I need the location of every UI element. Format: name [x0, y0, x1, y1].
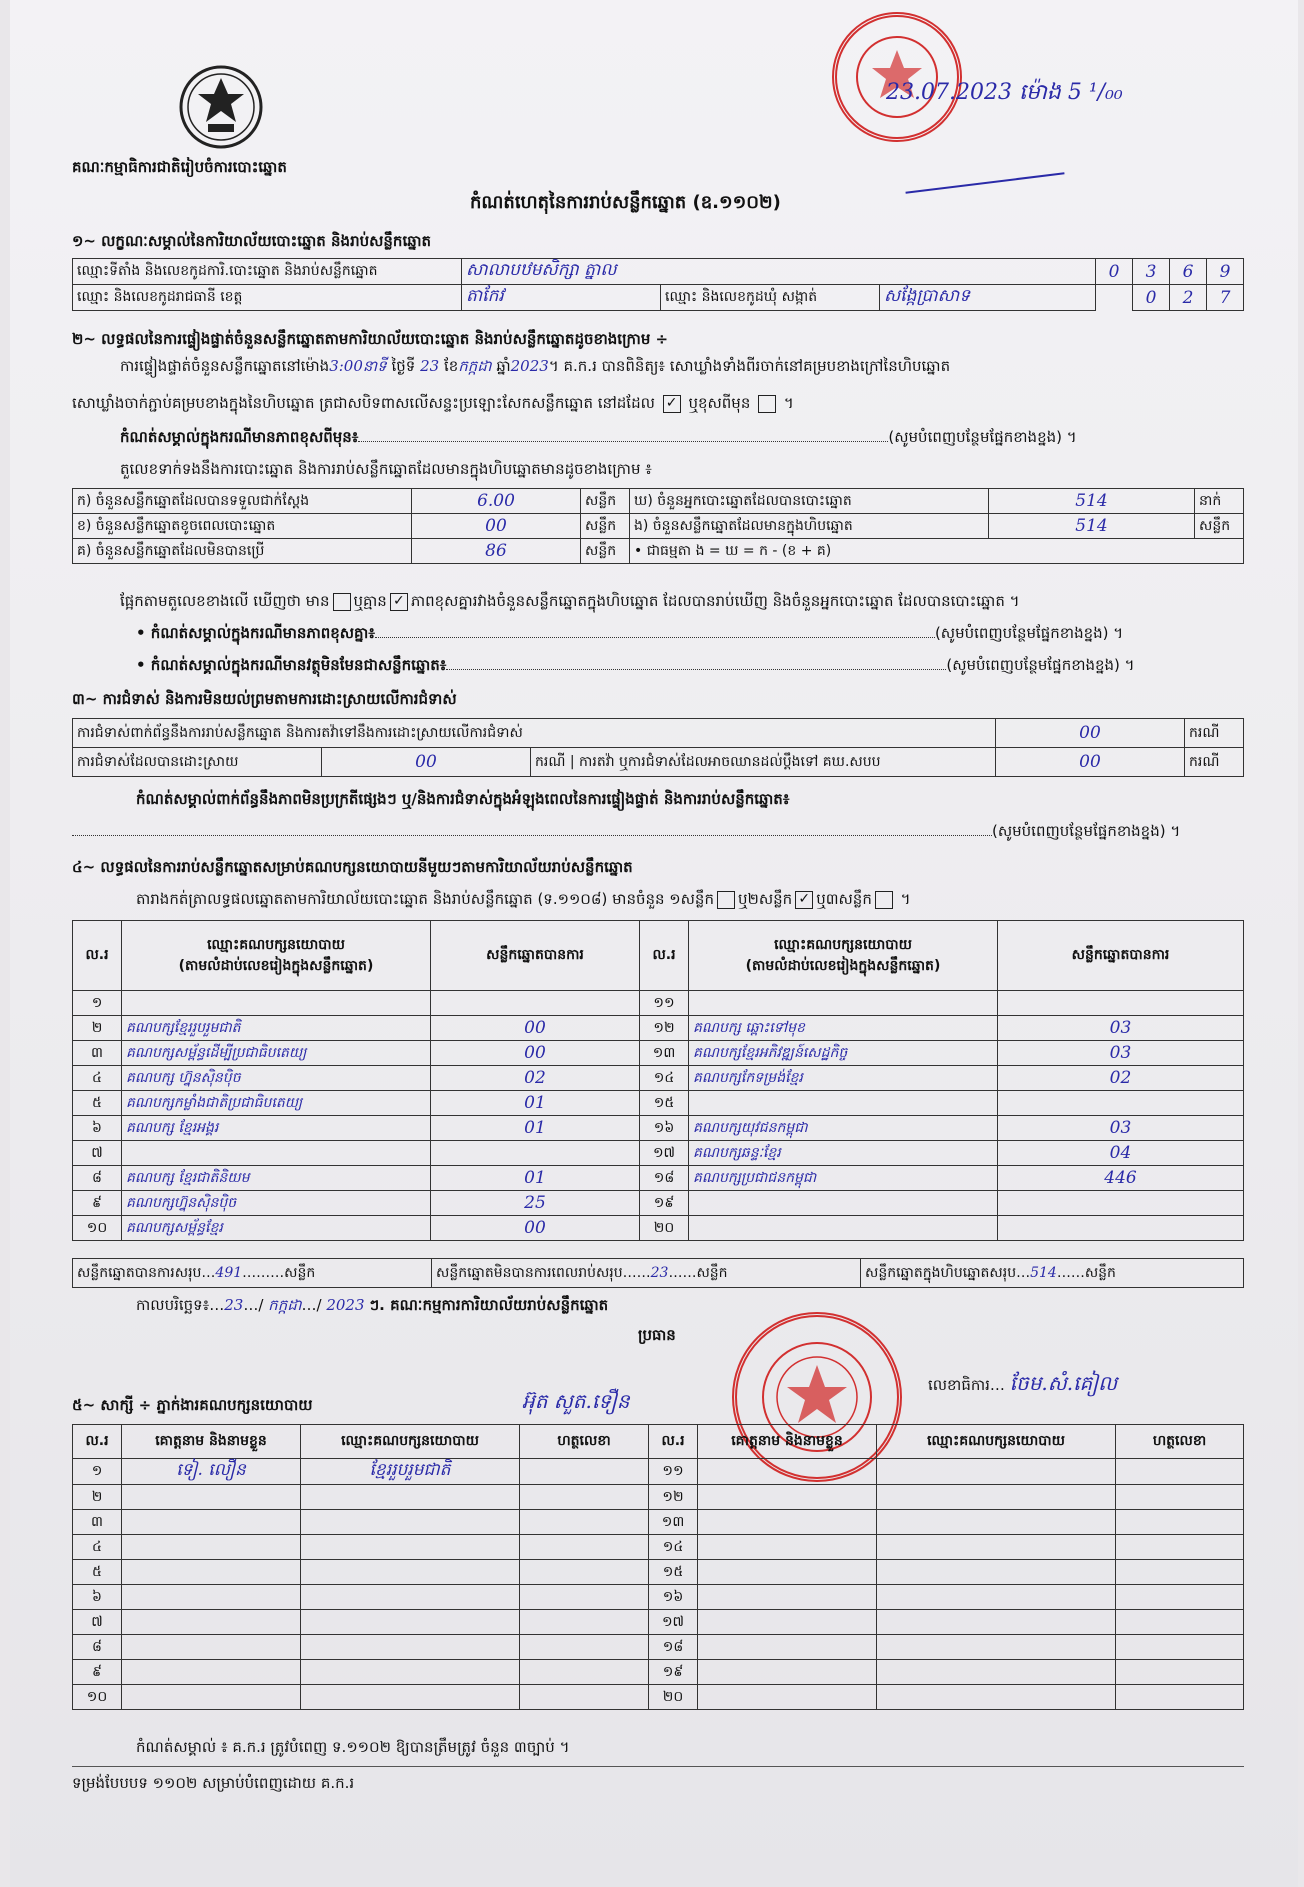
complaints-table	[72, 718, 1244, 777]
row-number: ១៣	[640, 1041, 689, 1066]
row-number: ៩	[73, 1191, 122, 1216]
witness-party	[877, 1660, 1116, 1685]
row-number: ១១	[640, 991, 689, 1016]
witness-name	[698, 1535, 877, 1560]
witness-name	[698, 1635, 877, 1660]
form-note: ទម្រង់បែបបទ ១១០២ សម្រាប់បំពេញដោយ គ.ក.រ	[72, 1774, 355, 1792]
witness-name	[122, 1485, 301, 1510]
difference-note-line: កំណត់សម្គាល់ក្នុងករណីមានភាពខុសពីមុន៖ (សូមបំពេញបន្ថែមផ្នែកខាងខ្នង) ។	[120, 428, 1077, 446]
three-sheet-checkbox[interactable]	[875, 891, 893, 909]
results-row	[73, 1216, 1244, 1241]
commune-label: ឈ្មោះ និងលេខកូដឃុំ សង្កាត់	[661, 285, 880, 311]
witness-row	[73, 1510, 1244, 1535]
witness-row	[73, 1685, 1244, 1710]
complaints-value: 00	[996, 719, 1185, 748]
has-difference-checkbox[interactable]	[333, 593, 351, 611]
witness-name	[698, 1585, 877, 1610]
party-name: គណបក្សខ្មែររួបរួមជាតិ	[122, 1016, 431, 1041]
party-votes	[998, 991, 1244, 1016]
receipt-signature	[905, 172, 1064, 193]
witness-party	[301, 1560, 520, 1585]
witness-signature	[1116, 1685, 1244, 1710]
case-unit: ករណី	[1185, 748, 1244, 777]
party-votes: 02	[431, 1066, 640, 1091]
total-in-box: សន្លឹកឆ្នោតក្នុងហិបឆ្នោតសរុប…514……សន្លឹក	[861, 1259, 1244, 1288]
party-name: គណបក្សយុវជនកម្ពុជា	[689, 1116, 998, 1141]
spoiled-value: 00	[412, 514, 581, 539]
commune-code-digit: 0	[1133, 285, 1170, 311]
voters-value: 514	[989, 489, 1195, 514]
results-row	[73, 1066, 1244, 1091]
party-name: គណបក្សហ្វ៊ុនស៊ិនប៉ិច	[122, 1191, 431, 1216]
unit-label: សន្លឹក	[581, 489, 630, 514]
witness-name	[122, 1635, 301, 1660]
difference-note-bullet: • កំណត់សម្គាល់ក្នុងករណីមានភាពខុសគ្នា៖ (សូមបំពេញបន្ថែមផ្នែកខាងខ្នង) ។	[136, 624, 1124, 642]
spoiled-label: ខ) ចំនួនសន្លឹកឆ្នោតខូចពេលបោះឆ្នោត	[73, 514, 412, 539]
witness-name	[122, 1535, 301, 1560]
col-no: ល.រ	[649, 1425, 698, 1459]
witness-name	[698, 1610, 877, 1635]
witness-party	[301, 1635, 520, 1660]
received-value: 6.00	[412, 489, 581, 514]
province-label: ឈ្មោះ និងលេខកូដរាជធានី ខេត្ត	[73, 285, 462, 311]
witness-party	[301, 1485, 520, 1510]
results-table	[72, 920, 1244, 1241]
col-votes: សន្លឹកឆ្នោតបានការ	[431, 921, 640, 991]
witness-party	[877, 1635, 1116, 1660]
witness-party	[301, 1660, 520, 1685]
witness-signature	[1116, 1585, 1244, 1610]
witness-party	[877, 1585, 1116, 1610]
footer-divider	[72, 1766, 1244, 1767]
witness-signature	[520, 1459, 649, 1485]
party-votes	[431, 991, 640, 1016]
results-row	[73, 1166, 1244, 1191]
witness-name	[698, 1560, 877, 1585]
section1-heading: ១~ លក្ខណៈសម្គាល់នៃការិយាល័យបោះឆ្នោត និងរាប់សន្លឹកឆ្នោត	[72, 232, 432, 250]
voters-label: ឃ) ចំនួនអ្នកបោះឆ្នោតដែលបានបោះឆ្នោត	[630, 489, 989, 514]
party-votes: 02	[998, 1066, 1244, 1091]
party-name: គណបក្ស ឆ្ពោះទៅមុខ	[689, 1016, 998, 1041]
nec-emblem-logo	[178, 64, 264, 150]
party-name	[689, 1216, 998, 1241]
row-number: ៩	[73, 1660, 122, 1685]
witness-signature	[520, 1535, 649, 1560]
col-no: ល.រ	[640, 921, 689, 991]
col-sign: ហត្ថលេខា	[520, 1425, 649, 1459]
party-name: គណបក្សកម្លាំងជាតិប្រជាធិបតេយ្យ	[122, 1091, 431, 1116]
row-number: ៦	[73, 1585, 122, 1610]
receipt-handwriting: 23.07.2023 ម៉ោង 5 ¹/₀₀	[886, 80, 1123, 105]
row-number: ៨	[73, 1635, 122, 1660]
col-party: ឈ្មោះគណបក្សនយោបាយ	[301, 1425, 520, 1459]
witness-party	[877, 1685, 1116, 1710]
ballots-in-box-label: ង) ចំនួនសន្លឹកឆ្នោតដែលមានក្នុងហិបឆ្នោត	[630, 514, 989, 539]
row-number: ២	[73, 1016, 122, 1041]
witness-row	[73, 1485, 1244, 1510]
irregularity-fill-line: (សូមបំពេញបន្ថែមផ្នែកខាងខ្នង) ។	[72, 822, 1180, 844]
witness-party	[877, 1510, 1116, 1535]
different-checkbox[interactable]	[758, 395, 776, 413]
party-votes: 01	[431, 1166, 640, 1191]
seal-paragraph: សោឃ្លាំងចាក់ភ្ជាប់គម្របខាងក្នុងនៃហិបឆ្នោត ត្រជាសបិទពាសលើសន្ទះប្រឡោះសែកសន្លឹកឆ្នោត នៅដដែល ✓ ឬខុសពីមុន ។	[72, 394, 794, 412]
president-signature: អ៊ុត សួត.ទឿន	[522, 1389, 630, 1413]
row-number: ២	[73, 1485, 122, 1510]
row-number: ១១	[649, 1459, 698, 1485]
unit-label: នាក់	[1195, 489, 1244, 514]
unit-label: សន្លឹក	[1195, 514, 1244, 539]
case-unit: ករណី	[1185, 719, 1244, 748]
office-value: សាលាបឋមសិក្សា ត្នាល	[462, 259, 1096, 285]
party-votes: 04	[998, 1141, 1244, 1166]
witness-name	[698, 1459, 877, 1485]
form-page	[10, 0, 1298, 1887]
row-number: ៣	[73, 1041, 122, 1066]
date-line: កាលបរិច្ឆេទ៖…23…/ កក្កដា…/ 2023 ៗ. គណៈកម្មការការិយាល័យរាប់សន្លឹកឆ្នោត	[136, 1296, 609, 1314]
party-votes: 03	[998, 1116, 1244, 1141]
witness-party	[877, 1459, 1116, 1485]
party-votes: 01	[431, 1091, 640, 1116]
party-votes: 25	[431, 1191, 640, 1216]
row-number: ១៧	[640, 1141, 689, 1166]
row-number: ១៤	[640, 1066, 689, 1091]
witness-row	[73, 1660, 1244, 1685]
party-votes: 01	[431, 1116, 640, 1141]
col-party: ឈ្មោះគណបក្សនយោបាយ	[877, 1425, 1116, 1459]
total-valid: សន្លឹកឆ្នោតបានការសរុប…491………សន្លឹក	[73, 1259, 432, 1288]
row-number: ១០	[73, 1216, 122, 1241]
party-name	[689, 1191, 998, 1216]
party-name: គណបក្ស ហ្វ៊ុនស៊ិនប៉ិច	[122, 1066, 431, 1091]
sheet-count-line: តារាងកត់ត្រាលទ្ធផលឆ្នោតតាមការិយាល័យបោះឆ្នោត និងរាប់សន្លឹកឆ្នោត (ទ.១១០៨) មានចំនួន ១សន្លឹក ឬ២សន្លឹក ✓ ឬ៣សន្លឹក ។	[136, 890, 911, 908]
results-row	[73, 1041, 1244, 1066]
office-code-digit: 9	[1207, 259, 1244, 285]
row-number: ១៧	[649, 1610, 698, 1635]
witness-party	[877, 1535, 1116, 1560]
resolved-label: ការជំទាស់ដែលបានដោះស្រាយ	[73, 748, 322, 777]
row-number: ៤	[73, 1535, 122, 1560]
totals-table	[72, 1258, 1244, 1288]
row-number: ១	[73, 991, 122, 1016]
party-votes	[998, 1216, 1244, 1241]
president-title: ប្រធាន	[638, 1326, 676, 1344]
witness-party	[877, 1560, 1116, 1585]
witness-row	[73, 1610, 1244, 1635]
difference-check-line: ផ្អែកតាមតួលេខខាងលើ ឃើញថា មាន ឬគ្មាន ✓ ភាពខុសគ្នារវាងចំនួនសន្លឹកឆ្នោតក្នុងហិបឆ្នោត ដែលបានរាប់ឃើញ និងចំនួនអ្នកបោះឆ្នោត ដែលបានបោះឆ្នោត ។	[120, 592, 1020, 610]
row-number: ៤	[73, 1066, 122, 1091]
witness-party	[301, 1610, 520, 1635]
col-sign: ហត្ថលេខា	[1116, 1425, 1244, 1459]
row-number: ៣	[73, 1510, 122, 1535]
witness-party	[301, 1685, 520, 1710]
party-name: គណបក្ស ខ្មែរជាតិនិយម	[122, 1166, 431, 1191]
witness-party	[301, 1510, 520, 1535]
party-name: គណបក្សឆន្ទៈខ្មែរ	[689, 1141, 998, 1166]
verification-paragraph: ការផ្ទៀងផ្ទាត់ចំនួនសន្លឹកឆ្នោតនៅម៉ោង3:00នាទី ថ្ងៃទី 23 ខែកក្កដា ឆ្នាំ2023។ គ.ក.រ បានពិនិត្យ៖ សោឃ្លាំងទាំងពីរចាក់នៅគម្របខាងក្រៅនៃហិបឆ្នោត	[120, 357, 951, 375]
official-stamp-top	[832, 12, 962, 142]
witness-name	[122, 1610, 301, 1635]
witness-name	[122, 1585, 301, 1610]
witness-name	[122, 1685, 301, 1710]
one-sheet-checkbox[interactable]	[717, 891, 735, 909]
appeal-label: ករណី | ការតវ៉ា ឬការជំទាស់ដែលអាចឈានដល់ប្តឹងទៅ គឃ.សបប	[531, 748, 996, 777]
results-row	[73, 1141, 1244, 1166]
witness-signature	[520, 1685, 649, 1710]
witness-signature	[520, 1635, 649, 1660]
row-number: ២០	[640, 1216, 689, 1241]
no-difference-checkbox[interactable]: ✓	[390, 593, 408, 611]
row-number: ១	[73, 1459, 122, 1485]
office-code-digit: 6	[1170, 259, 1207, 285]
party-votes	[998, 1191, 1244, 1216]
commune-value: សង្កែប្រាសាទ	[880, 285, 1096, 311]
party-name	[122, 1141, 431, 1166]
witness-name	[122, 1660, 301, 1685]
witness-signature	[520, 1510, 649, 1535]
party-name: គណបក្សកែទម្រង់ខ្មែរ	[689, 1066, 998, 1091]
results-row	[73, 1116, 1244, 1141]
witness-row	[73, 1560, 1244, 1585]
appeal-value: 00	[996, 748, 1185, 777]
party-votes: 03	[998, 1041, 1244, 1066]
party-name: គណបក្ស ខ្មែរអង្គរ	[122, 1116, 431, 1141]
witness-row	[73, 1459, 1244, 1485]
results-row	[73, 991, 1244, 1016]
witness-signature	[520, 1610, 649, 1635]
witness-party	[301, 1585, 520, 1610]
witness-signature	[1116, 1560, 1244, 1585]
row-number: ៦	[73, 1116, 122, 1141]
col-name: គោត្តនាម និងនាមខ្លួន	[122, 1425, 301, 1459]
section1-table	[72, 258, 1244, 311]
row-number: ៧	[73, 1141, 122, 1166]
org-name: គណៈកម្មាធិការជាតិរៀបចំការបោះឆ្នោត	[72, 158, 287, 176]
witness-party	[301, 1535, 520, 1560]
witness-signature	[520, 1585, 649, 1610]
section2-heading: ២~ លទ្ធផលនៃការផ្ទៀងផ្ទាត់ចំនួនសន្លឹកឆ្នោតតាមការិយាល័យបោះឆ្នោត និងរាប់សន្លឹកឆ្នោតដូចខាងក្រោម ÷	[72, 330, 669, 348]
witness-signature	[1116, 1510, 1244, 1535]
witness-signature	[520, 1660, 649, 1685]
unused-label: គ) ចំនួនសន្លឹកឆ្នោតដែលមិនបានប្រើ	[73, 539, 412, 564]
party-votes: 03	[998, 1016, 1244, 1041]
office-code-digit: 0	[1096, 259, 1133, 285]
witness-signature	[1116, 1610, 1244, 1635]
unused-value: 86	[412, 539, 581, 564]
witness-party: ខ្មែររួបរួមជាតិ	[301, 1459, 520, 1485]
row-number: ១៦	[649, 1585, 698, 1610]
witness-signature	[1116, 1535, 1244, 1560]
unit-label: សន្លឹក	[581, 539, 630, 564]
total-invalid: សន្លឹកឆ្នោតមិនបានការពេលរាប់សរុប……23……សន្លឹក	[432, 1259, 861, 1288]
same-checkbox[interactable]: ✓	[663, 395, 681, 413]
col-party: ឈ្មោះគណបក្សនយោបាយ (តាមលំដាប់លេខរៀងក្នុងសន្លឹកឆ្នោត)	[689, 921, 998, 991]
row-number: ១៩	[640, 1191, 689, 1216]
numbers-intro: តួលេខទាក់ទងនឹងការបោះឆ្នោត និងការរាប់សន្លឹកឆ្នោតដែលមានក្នុងហិបឆ្នោតមានដូចខាងក្រោម ៖	[120, 460, 652, 478]
row-number: ១០	[73, 1685, 122, 1710]
witness-row	[73, 1635, 1244, 1660]
row-number: ១៩	[649, 1660, 698, 1685]
col-name: គោត្តនាម និងនាមខ្លួន	[698, 1425, 877, 1459]
row-number: ៨	[73, 1166, 122, 1191]
row-number: ៥	[73, 1091, 122, 1116]
witness-signature	[1116, 1660, 1244, 1685]
formula-note: • ជាធម្មតា ង = ឃ = ក - (ខ + គ)	[630, 539, 1244, 564]
row-number: ១៤	[649, 1535, 698, 1560]
witness-name	[698, 1685, 877, 1710]
irregularity-note: កំណត់សម្គាល់ពាក់ព័ន្ធនឹងភាពមិនប្រក្រតីផ្សេងៗ ឬ/និងការជំទាស់ក្នុងអំឡុងពេលនៃការផ្ទៀងផ្ទាត់ និងការរាប់សន្លឹកឆ្នោត៖	[136, 790, 790, 808]
section3-heading: ៣~ ការជំទាស់ និងការមិនយល់ព្រមតាមការដោះស្រាយលើការជំទាស់	[72, 690, 457, 708]
witness-party	[877, 1485, 1116, 1510]
witness-party	[877, 1610, 1116, 1635]
party-name	[122, 991, 431, 1016]
footnote: កំណត់សម្គាល់ ៖ គ.ក.រ ត្រូវបំពេញ ទ.១១០២ ឱ្យបានត្រឹមត្រូវ ចំនួន ៣ច្បាប់ ។	[136, 1738, 570, 1756]
row-number: ៧	[73, 1610, 122, 1635]
party-votes: 00	[431, 1016, 640, 1041]
witness-signature	[520, 1560, 649, 1585]
party-name	[689, 991, 998, 1016]
row-number: ១៨	[649, 1635, 698, 1660]
form-title: កំណត់ហេតុនៃការរាប់សន្លឹកឆ្នោត (ឧ.១១០២)	[470, 192, 781, 213]
row-number: ២០	[649, 1685, 698, 1710]
results-row	[73, 1091, 1244, 1116]
commune-code-digit: 7	[1207, 285, 1244, 311]
non-ballot-note-bullet: • កំណត់សម្គាល់ក្នុងករណីមានវត្ថុមិនមែនជាសន្លឹកឆ្នោត៖ (សូមបំពេញបន្ថែមផ្នែកខាងខ្នង) ។	[136, 656, 1135, 674]
row-number: ១៥	[649, 1560, 698, 1585]
row-number: ១៥	[640, 1091, 689, 1116]
witness-signature	[520, 1485, 649, 1510]
two-sheet-checkbox[interactable]: ✓	[795, 891, 813, 909]
party-votes: 00	[431, 1216, 640, 1241]
complaints-label: ការជំទាស់ពាក់ព័ន្ធនឹងការរាប់សន្លឹកឆ្នោត និងការតវ៉ាទៅនឹងការដោះស្រាយលើការជំទាស់	[73, 719, 996, 748]
party-votes: 00	[431, 1041, 640, 1066]
resolved-value: 00	[322, 748, 531, 777]
col-no: ល.រ	[73, 921, 122, 991]
results-row	[73, 1191, 1244, 1216]
witness-name: ទៀ. លឿន	[122, 1459, 301, 1485]
section4-heading: ៤~ លទ្ធផលនៃការរាប់សន្លឹកឆ្នោតសម្រាប់គណបក្សនយោបាយនីមួយៗតាមការិយាល័យរាប់សន្លឹកឆ្នោត	[72, 858, 633, 876]
party-name: គណបក្សប្រជាជនកម្ពុជា	[689, 1166, 998, 1191]
party-name: គណបក្សសម្ព័ន្ធដើម្បីប្រជាធិបតេយ្យ	[122, 1041, 431, 1066]
secretary-line: លេខាធិការ… ចែម.សំ.គៀល	[928, 1371, 1118, 1395]
witness-table	[72, 1424, 1244, 1710]
witness-row	[73, 1585, 1244, 1610]
office-code-digit: 3	[1133, 259, 1170, 285]
party-name	[689, 1091, 998, 1116]
witness-name	[698, 1660, 877, 1685]
col-party: ឈ្មោះគណបក្សនយោបាយ (តាមលំដាប់លេខរៀងក្នុងសន្លឹកឆ្នោត)	[122, 921, 431, 991]
col-no: ល.រ	[73, 1425, 122, 1459]
unit-label: សន្លឹក	[581, 514, 630, 539]
party-votes	[998, 1091, 1244, 1116]
witness-name	[122, 1510, 301, 1535]
row-number: ១៦	[640, 1116, 689, 1141]
witness-name	[698, 1485, 877, 1510]
party-name: គណបក្សសម្ព័ន្ធខ្មែរ	[122, 1216, 431, 1241]
province-value: តាកែវ	[462, 285, 661, 311]
row-number: ១២	[640, 1016, 689, 1041]
col-votes: សន្លឹកឆ្នោតបានការ	[998, 921, 1244, 991]
witness-signature	[1116, 1459, 1244, 1485]
witness-name	[122, 1560, 301, 1585]
witness-signature	[1116, 1635, 1244, 1660]
results-row	[73, 1016, 1244, 1041]
row-number: ១៨	[640, 1166, 689, 1191]
witness-row	[73, 1535, 1244, 1560]
ballot-count-table	[72, 488, 1244, 564]
witness-name	[698, 1510, 877, 1535]
party-name: គណបក្សខ្មែរអភិវឌ្ឍន៍សេដ្ឋកិច្ច	[689, 1041, 998, 1066]
witness-signature	[1116, 1485, 1244, 1510]
row-number: ១៣	[649, 1510, 698, 1535]
row-number: ៥	[73, 1560, 122, 1585]
ballots-in-box-value: 514	[989, 514, 1195, 539]
received-label: ក) ចំនួនសន្លឹកឆ្នោតដែលបានទទួលជាក់ស្តែង	[73, 489, 412, 514]
party-votes	[431, 1141, 640, 1166]
section5-heading: ៥~ សាក្សី ÷ ភ្នាក់ងារគណបក្សនយោបាយ	[72, 1396, 313, 1414]
office-label: ឈ្មោះទីតាំង និងលេខកូដការិ.បោះឆ្នោត និងរាប់សន្លឹកឆ្នោត	[73, 259, 462, 285]
commune-code-digit: 2	[1170, 285, 1207, 311]
row-number: ១២	[649, 1485, 698, 1510]
party-votes: 446	[998, 1166, 1244, 1191]
